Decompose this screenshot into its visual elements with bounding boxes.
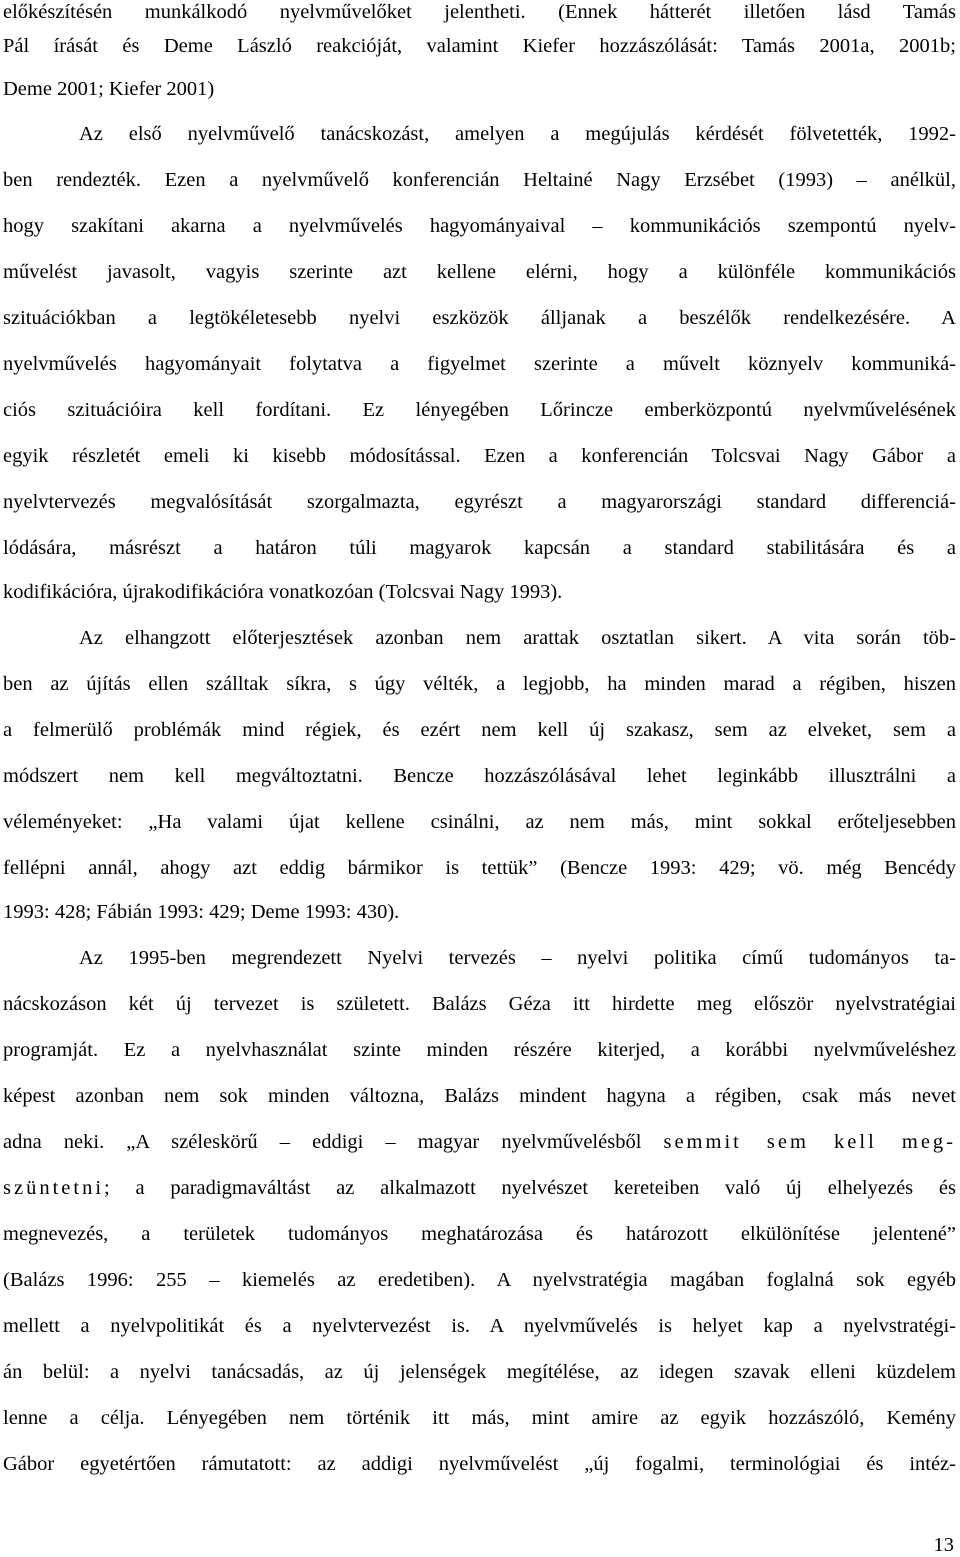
text-line: Pál írását és Deme László reakcióját, valamint Kiefer hozzászólását: Tamás 2001a, 2001b; (3, 35, 956, 57)
text-line: ciós szituációira kell fordítani. Ez lényegében Lőrincze emberközpontú nyelvművelésének (3, 399, 956, 421)
text-line: programját. Ez a nyelvhasználat szinte minden részére kiterjed, a korábbi nyelvműveléshez (3, 1039, 956, 1061)
text-line: mellett a nyelvpolitikát és a nyelvtervezést is. A nyelvművelés is helyet kap a nyelvstratégi- (3, 1315, 956, 1337)
text-line: 1993: 428; Fábián 1993: 429; Deme 1993: 430). (3, 901, 400, 923)
text-line: fellépni annál, ahogy azt eddig bármikor is tettük” (Bencze 1993: 429; vö. még Bencédy (3, 857, 956, 879)
text-line: nyelvművelés hagyományait folytatva a figyelmet szerinte a művelt köznyelv kommuniká- (3, 353, 956, 375)
text-line: szituációkban a legtökéletesebb nyelvi eszközök álljanak a beszélők rendelkezésére. A (3, 307, 956, 329)
emphasis-spaced-text: szüntetni (3, 1177, 105, 1199)
text-line: Gábor egyetértően rámutatott: az addigi nyelvművelést „új fogalmi, terminológiai és intéz- (3, 1453, 956, 1475)
text-line: nácskozáson két új tervezet is született. Balázs Géza itt hirdette meg először nyelvstratégiai (3, 993, 956, 1015)
text-line: egyik részletét emeli ki kisebb módosítással. Ezen a konferencián Tolcsvai Nagy Gábor a (3, 445, 956, 467)
text-line: hogy szakítani akarna a nyelvművelés hagyományaival – kommunikációs szempontú nyelv- (3, 215, 956, 237)
text-line: ben rendezték. Ezen a nyelvművelő konferencián Heltainé Nagy Erzsébet (1993) – anélkül, (3, 169, 956, 191)
text-line: Az elhangzott előterjesztések azonban nem arattak osztatlan sikert. A vita során töb- (79, 627, 956, 649)
text-line: szüntetni; a paradigmaváltást az alkalmazott nyelvészet kereteiben való új elhelyezés és (3, 1177, 956, 1199)
text-line: módszert nem kell megváltoztatni. Bencze hozzászólásával lehet leginkább illusztrálni a (3, 765, 956, 787)
text-line: megnevezés, a területek tudományos meghatározása és határozott elkülönítése jelentené” (3, 1223, 956, 1245)
text-line: véleményeket: „Ha valami újat kellene csinálni, az nem más, mint sokkal erőteljesebben (3, 811, 956, 833)
text-line: előkészítésén munkálkodó nyelvművelőket jelentheti. (Ennek hátterét illetően lásd Tamás (3, 1, 956, 23)
text-line: lódására, másrészt a határon túli magyarok kapcsán a standard stabilitására és a (3, 537, 956, 559)
emphasis-spaced-text: semmit sem kell meg- (663, 1131, 956, 1153)
text-line: adna neki. „A széleskörű – eddigi – magyar nyelvművelésből semmit sem kell meg- (3, 1131, 956, 1153)
text-line: lenne a célja. Lényegében nem történik itt más, mint amire az egyik hozzászóló, Kemény (3, 1407, 956, 1429)
text-line: képest azonban nem sok minden változna, Balázs mindent hagyna a régiben, csak más nevet (3, 1085, 956, 1107)
text-line: művelést javasolt, vagyis szerinte azt kellene elérni, hogy a különféle kommunikációs (3, 261, 956, 283)
text-line: án belül: a nyelvi tanácsadás, az új jelenségek megítélése, az idegen szavak elleni küzdelem (3, 1361, 956, 1383)
text-line: nyelvtervezés megvalósítását szorgalmazta, egyrészt a magyarországi standard differenciá- (3, 491, 956, 513)
text-line: Deme 2001; Kiefer 2001) (3, 78, 215, 100)
text-line: Az első nyelvművelő tanácskozást, amelyen a megújulás kérdését fölvetették, 1992- (79, 123, 956, 145)
text-line: Az 1995-ben megrendezett Nyelvi tervezés – nyelvi politika című tudományos ta- (79, 947, 956, 969)
text-line: a felmerülő problémák mind régiek, és ezért nem kell új szakasz, sem az elveket, sem a (3, 719, 956, 741)
page-number: 13 (933, 1534, 954, 1556)
text-line: kodifikációra, újrakodifikációra vonatkozóan (Tolcsvai Nagy 1993). (3, 581, 563, 603)
text-line: (Balázs 1996: 255 – kiemelés az eredetiben). A nyelvstratégia magában foglalná sok egyéb (3, 1269, 956, 1291)
text-line: ben az újítás ellen szálltak síkra, s úgy vélték, a legjobb, ha minden marad a régiben, hiszen (3, 673, 956, 695)
